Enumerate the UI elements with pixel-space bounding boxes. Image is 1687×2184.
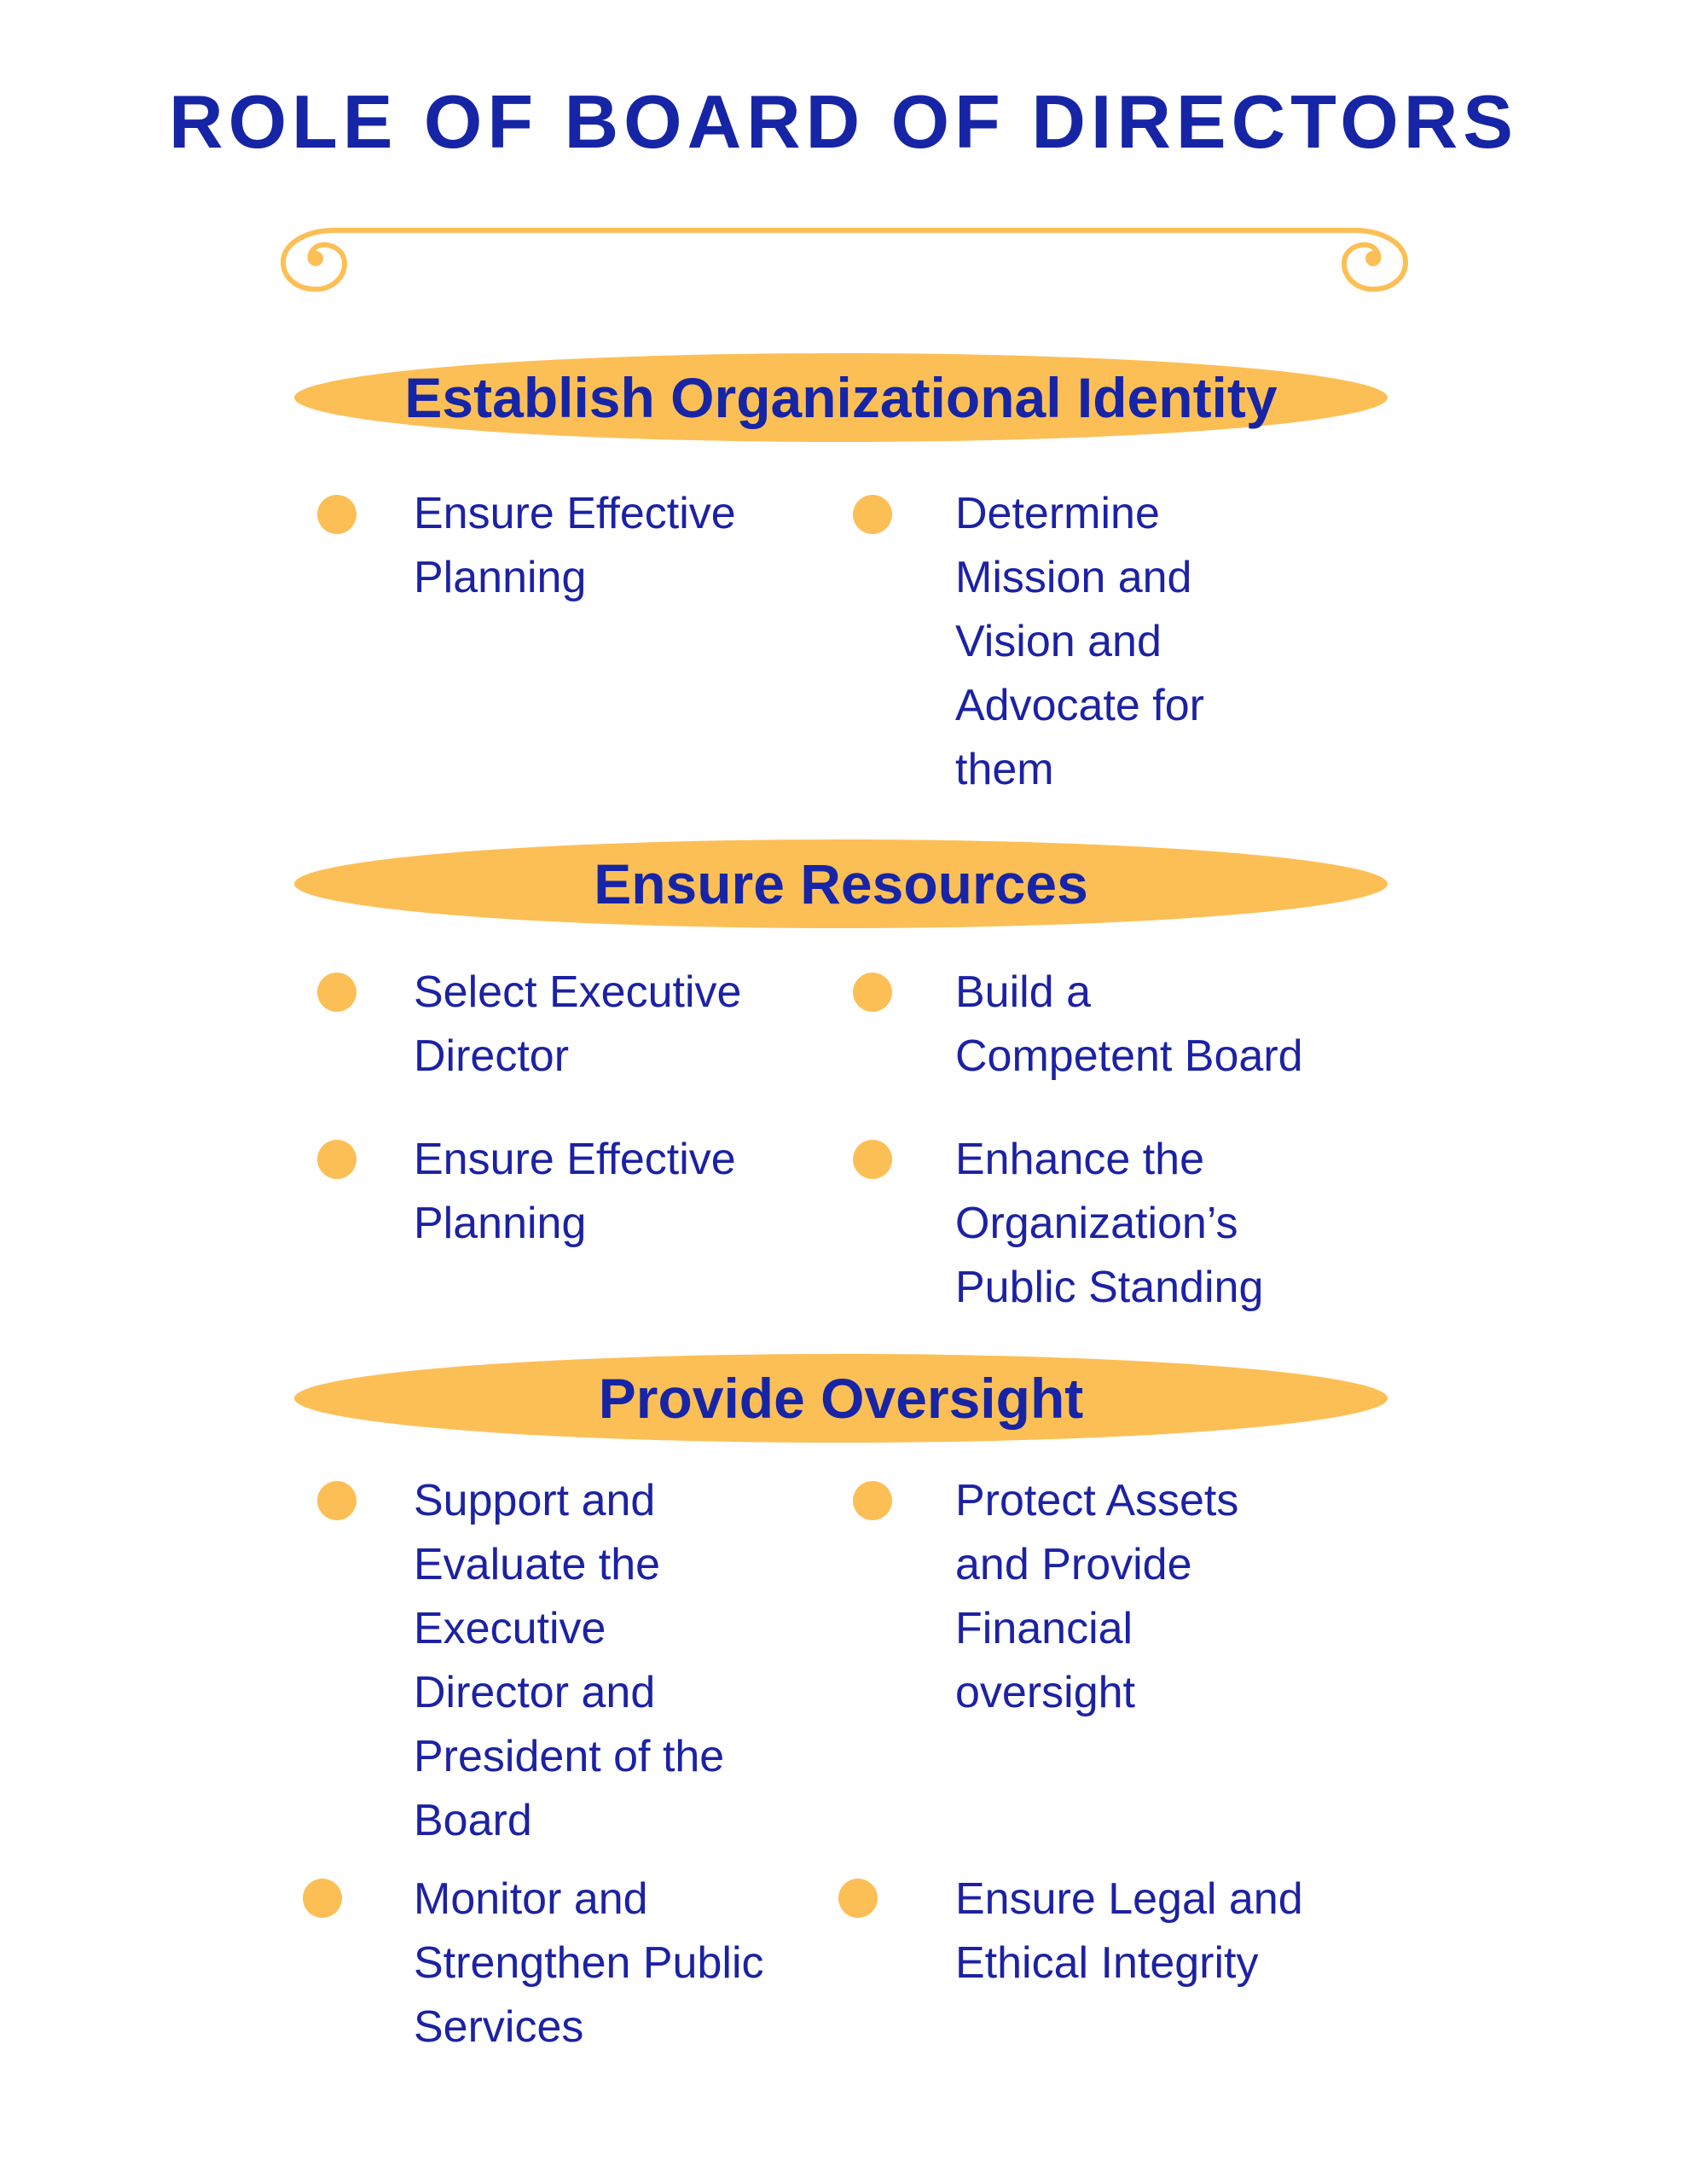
- section-banner-oversight: [294, 1354, 1388, 1443]
- circle-bullet-icon: [317, 495, 357, 534]
- section-heading: Provide Oversight: [598, 1367, 1084, 1430]
- section-heading: Establish Organizational Identity: [404, 366, 1278, 429]
- circle-bullet-icon: [853, 973, 892, 1012]
- page-title: ROLE OF BOARD OF DIRECTORS: [169, 79, 1518, 164]
- list-item: Monitor and Strengthen Public Services: [414, 1874, 764, 2052]
- circle-bullet-icon: [317, 1140, 357, 1179]
- section-heading: Ensure Resources: [594, 852, 1088, 915]
- list-item: Determine Mission and Vision and Advocate for them: [955, 489, 1204, 794]
- section-banner-resources: [294, 839, 1388, 928]
- circle-bullet-icon: [317, 1481, 357, 1520]
- list-item: Ensure Effective Planning: [414, 489, 736, 602]
- list-item: Select Executive Director: [414, 967, 742, 1081]
- list-item: Protect Assets and Provide Financial oversight: [955, 1476, 1239, 1717]
- circle-bullet-icon: [853, 1481, 892, 1520]
- circle-bullet-icon: [853, 1140, 892, 1179]
- list-item: Ensure Legal and Ethical Integrity: [955, 1874, 1303, 1988]
- list-item: Build a Competent Board: [955, 967, 1303, 1081]
- circle-bullet-icon: [853, 495, 892, 534]
- circle-bullet-icon: [317, 973, 357, 1012]
- circle-bullet-icon: [838, 1879, 878, 1918]
- scroll-divider-icon: [273, 218, 1416, 294]
- list-item: Enhance the Organization’s Public Standing: [955, 1135, 1264, 1312]
- list-item: Ensure Effective Planning: [414, 1135, 736, 1248]
- circle-bullet-icon: [303, 1879, 342, 1918]
- list-item: Support and Evaluate the Executive Director and President of the Board: [414, 1476, 725, 1845]
- section-banner-identity: [294, 353, 1388, 442]
